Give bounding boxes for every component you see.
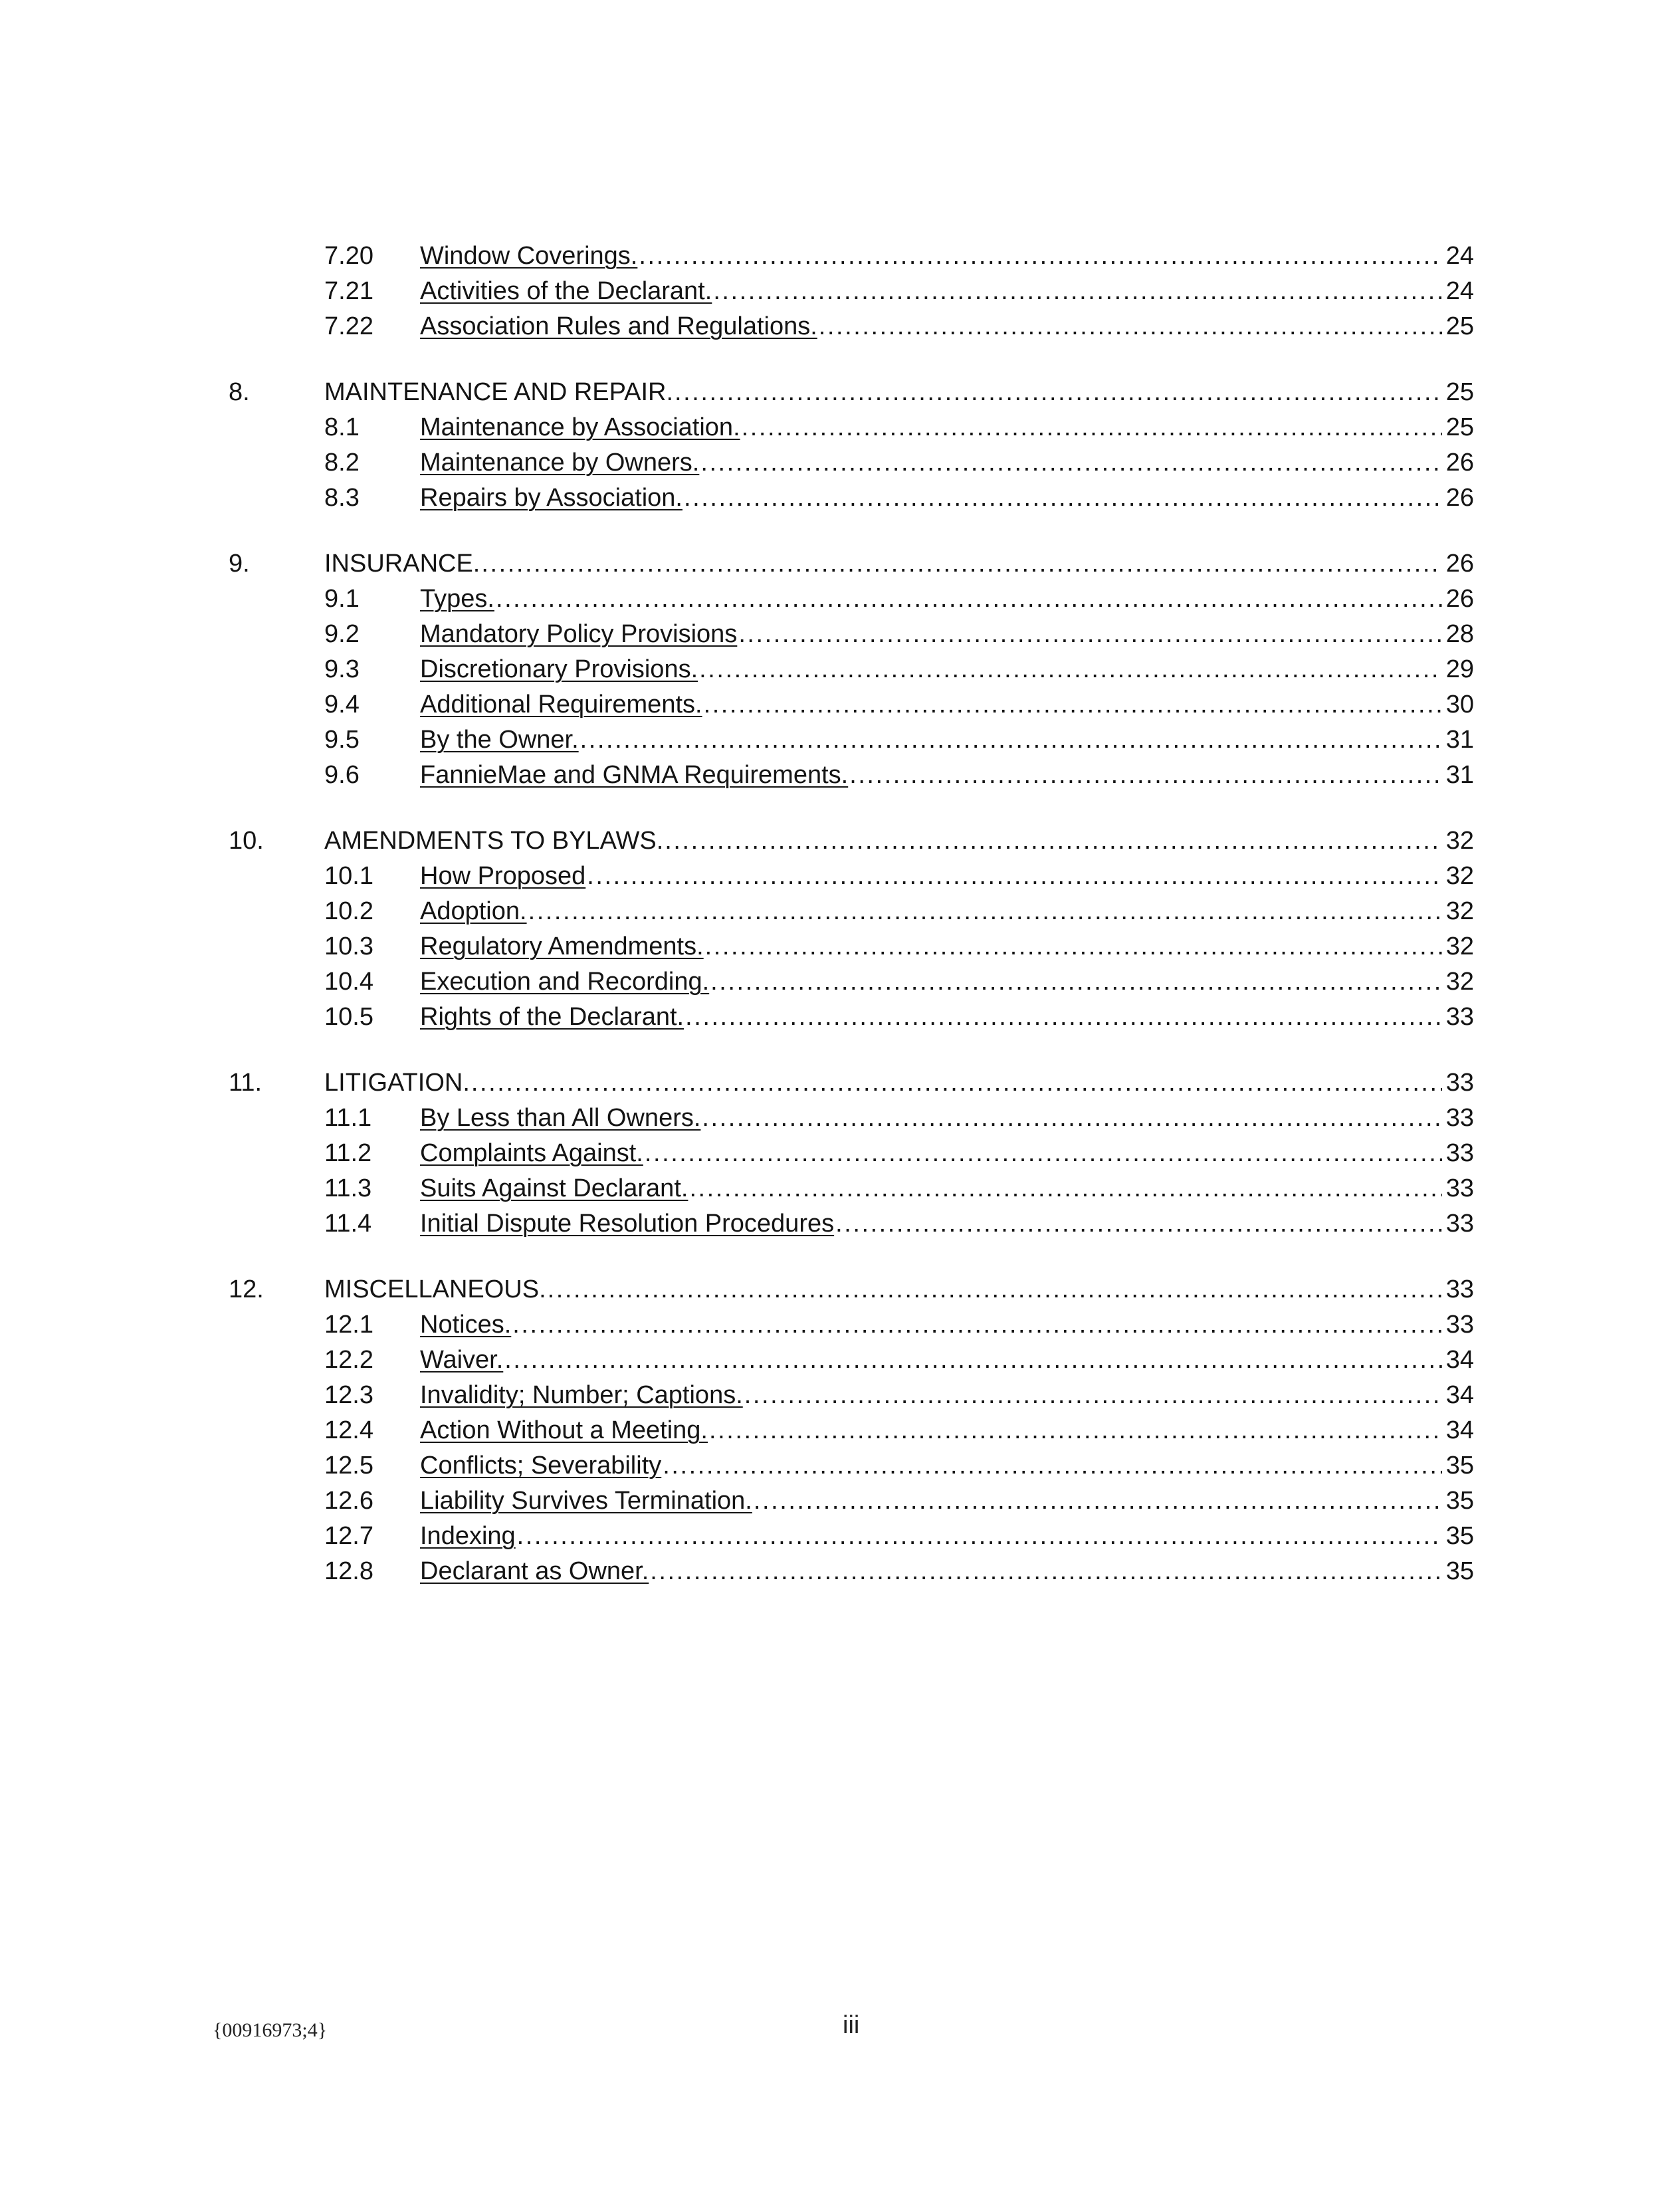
toc-entry-number: 12.7 [324, 1522, 373, 1550]
toc-heading-line [324, 546, 1474, 582]
toc-entry-link[interactable]: Rights of the Declarant. [420, 1003, 684, 1031]
toc-entry-number: 9.3 [324, 655, 360, 683]
toc-entry-line [420, 1135, 1474, 1171]
toc-heading-title: INSURANCE. [324, 550, 480, 578]
document-id: {00916973;4} [213, 2019, 328, 2041]
toc-entry[interactable] [0, 1518, 1680, 1554]
dot-leader [705, 929, 1442, 964]
toc-entry[interactable] [0, 964, 1680, 1000]
toc-entry-number: 10.1 [324, 862, 373, 890]
toc-entry-line [420, 308, 1474, 344]
toc-entry-number: 8.3 [324, 484, 360, 512]
toc-entry-page: 34 [1445, 1416, 1474, 1444]
toc-entry-number: 11.2 [324, 1139, 372, 1167]
toc-entry[interactable] [0, 858, 1680, 894]
toc-heading-page: 25 [1445, 378, 1474, 406]
toc-heading-number: 11. [229, 1069, 262, 1097]
toc-entry[interactable] [0, 893, 1680, 929]
toc-entry-line [420, 238, 1474, 274]
dot-leader [645, 1135, 1442, 1171]
toc-entry[interactable] [0, 1206, 1680, 1242]
toc-entry-number: 12.1 [324, 1311, 373, 1339]
toc-heading-page: 33 [1445, 1069, 1474, 1097]
toc-entry[interactable] [0, 445, 1680, 481]
toc-heading-number: 9. [229, 550, 250, 578]
toc-entry-link[interactable]: Liability Survives Termination. [420, 1487, 752, 1515]
toc-entry[interactable] [0, 1483, 1680, 1519]
toc-entry-number: 7.21 [324, 277, 373, 305]
dot-leader [504, 1342, 1441, 1378]
dot-leader [587, 858, 1441, 894]
toc-entry-page: 29 [1445, 655, 1474, 683]
dot-leader [481, 546, 1441, 582]
toc-entry-link[interactable]: Execution and Recording. [420, 968, 710, 996]
toc-entry-page: 24 [1445, 242, 1474, 270]
toc-entry-link[interactable]: Notices. [420, 1311, 512, 1339]
toc-entry-page: 33 [1445, 1311, 1474, 1339]
toc-entry-page: 31 [1445, 761, 1474, 789]
toc-entry-page: 33 [1445, 1174, 1474, 1202]
toc-entry-link[interactable]: Indexing [420, 1522, 516, 1550]
toc-entry-link[interactable]: Waiver. [420, 1346, 504, 1374]
dot-leader [709, 1412, 1442, 1448]
toc-entry-page: 28 [1445, 620, 1474, 648]
toc-entry-link[interactable]: Repairs by Association. [420, 484, 682, 512]
toc-entry-page: 26 [1445, 484, 1474, 512]
toc-entry-line [420, 1170, 1474, 1206]
toc-entry-line [420, 651, 1474, 687]
toc-entry-link[interactable]: Window Coverings. [420, 242, 638, 270]
toc-entry-link[interactable]: Regulatory Amendments. [420, 932, 704, 960]
toc-heading-line [324, 374, 1474, 410]
toc-entry-number: 10.4 [324, 968, 373, 996]
toc-entry-line [420, 929, 1474, 964]
toc-entry-line [420, 1307, 1474, 1343]
toc-entry-number: 12.5 [324, 1452, 373, 1480]
toc-entry-number: 12.2 [324, 1346, 373, 1374]
toc-entry-line [420, 616, 1474, 652]
toc-entry-page: 32 [1445, 862, 1474, 890]
dot-leader [710, 964, 1442, 1000]
toc-heading[interactable] [0, 374, 1680, 410]
toc-entry-link[interactable]: Additional Requirements. [420, 691, 702, 718]
dot-leader [675, 374, 1442, 410]
toc-entry-line [420, 1483, 1474, 1519]
dot-leader [496, 581, 1442, 617]
toc-entry-number: 10.3 [324, 932, 373, 960]
toc-entry-link[interactable]: Association Rules and Regulations. [420, 312, 817, 340]
toc-entry-line [420, 999, 1474, 1035]
toc-entry-link[interactable]: Maintenance by Owners. [420, 449, 700, 477]
toc-heading-number: 10. [229, 827, 264, 855]
dot-leader [704, 687, 1442, 722]
dot-leader [702, 1100, 1441, 1136]
toc-entry[interactable] [0, 1553, 1680, 1589]
dot-leader [713, 273, 1441, 309]
toc-entry-number: 8.2 [324, 449, 360, 477]
dot-leader [689, 1170, 1441, 1206]
toc-entry-link[interactable]: How Proposed [420, 862, 586, 890]
toc-entry-link[interactable]: Mandatory Policy Provisions [420, 620, 738, 648]
toc-entry-line [420, 893, 1474, 929]
toc-entry-link[interactable]: Types. [420, 585, 494, 613]
dot-leader [849, 757, 1442, 793]
toc-entry-number: 12.6 [324, 1487, 373, 1515]
toc-entry-number: 11.3 [324, 1174, 372, 1202]
dot-leader [665, 823, 1441, 859]
toc-entry-number: 10.2 [324, 897, 373, 925]
dot-leader [738, 616, 1441, 652]
toc-entry[interactable] [0, 651, 1680, 687]
toc-entry-link[interactable]: Conflicts; Severability [420, 1452, 662, 1480]
toc-heading-line [324, 823, 1474, 859]
toc-entry-line [420, 1412, 1474, 1448]
dot-leader [471, 1065, 1442, 1101]
toc-entry-number: 12.8 [324, 1557, 373, 1585]
toc-entry-link[interactable]: Maintenance by Association. [420, 413, 740, 441]
toc-entry-link[interactable]: By the Owner. [420, 726, 579, 754]
toc-entry-line [420, 1342, 1474, 1378]
toc-heading[interactable] [0, 823, 1680, 859]
toc-entry-page: 35 [1445, 1522, 1474, 1550]
toc-entry[interactable] [0, 238, 1680, 274]
dot-leader [685, 999, 1442, 1035]
toc-heading-page: 32 [1445, 827, 1474, 855]
toc-entry-line [420, 409, 1474, 445]
toc-heading-line [324, 1271, 1474, 1307]
toc-entry-number: 12.3 [324, 1381, 373, 1409]
toc-entry-line [420, 722, 1474, 758]
toc-entry-page: 35 [1445, 1557, 1474, 1585]
toc-entry-link[interactable]: Initial Dispute Resolution Procedures [420, 1210, 835, 1238]
toc-entry-number: 9.1 [324, 585, 360, 613]
toc-entry-page: 26 [1445, 585, 1474, 613]
toc-entry-link[interactable]: Action Without a Meeting. [420, 1416, 708, 1444]
toc-entry-page: 32 [1445, 897, 1474, 925]
dot-leader [528, 893, 1442, 929]
toc-entry[interactable] [0, 1170, 1680, 1206]
toc-entry-number: 7.20 [324, 242, 373, 270]
toc-entry-page: 31 [1445, 726, 1474, 754]
toc-heading[interactable] [0, 1065, 1680, 1101]
toc-entry-link[interactable]: By Less than All Owners. [420, 1104, 701, 1132]
dot-leader [754, 1483, 1442, 1519]
toc-entry-number: 11.4 [324, 1210, 372, 1238]
toc-entry-number: 9.2 [324, 620, 360, 648]
toc-entry-page: 30 [1445, 691, 1474, 718]
toc-entry[interactable] [0, 1412, 1680, 1448]
toc-entry-page: 35 [1445, 1487, 1474, 1515]
toc-entry-line [420, 1206, 1474, 1242]
toc-entry-line [420, 1518, 1474, 1554]
toc-entry-number: 9.6 [324, 761, 360, 789]
toc-entry-page: 25 [1445, 312, 1474, 340]
toc-entry-line [420, 1100, 1474, 1136]
toc-entry-number: 9.5 [324, 726, 360, 754]
toc-heading[interactable] [0, 546, 1680, 582]
toc-entry-line [420, 1377, 1474, 1413]
toc-entry[interactable] [0, 687, 1680, 722]
toc-entry-line [420, 964, 1474, 1000]
toc-heading-number: 8. [229, 378, 250, 406]
toc-heading-title: MISCELLANEOUS. [324, 1275, 546, 1303]
toc-entry-link[interactable]: FannieMae and GNMA Requirements. [420, 761, 849, 789]
toc-entry-page: 32 [1445, 968, 1474, 996]
toc-entry[interactable] [0, 757, 1680, 793]
toc-entry-line [420, 858, 1474, 894]
toc-entry[interactable] [0, 999, 1680, 1035]
toc-entry-line [420, 445, 1474, 481]
toc-heading-number: 12. [229, 1275, 264, 1303]
dot-leader [744, 1377, 1442, 1413]
toc-entry-line [420, 480, 1474, 516]
toc-entry-line [420, 1448, 1474, 1483]
dot-leader [650, 1553, 1441, 1589]
toc-entry[interactable] [0, 308, 1680, 344]
toc-entry-link[interactable]: Adoption. [420, 897, 527, 925]
dot-leader [684, 480, 1442, 516]
toc-entry-page: 33 [1445, 1003, 1474, 1031]
toc-entry-link[interactable]: Invalidity; Number; Captions. [420, 1381, 743, 1409]
toc-entry-page: 34 [1445, 1381, 1474, 1409]
dot-leader [835, 1206, 1442, 1242]
dot-leader [512, 1307, 1441, 1343]
toc-entry[interactable] [0, 1448, 1680, 1483]
toc-entry-number: 12.4 [324, 1416, 373, 1444]
toc-entry-number: 9.4 [324, 691, 360, 718]
toc-entry-page: 24 [1445, 277, 1474, 305]
dot-leader [819, 308, 1442, 344]
dot-leader [517, 1518, 1442, 1554]
toc-entry-page: 26 [1445, 449, 1474, 477]
toc-heading-line [324, 1065, 1474, 1101]
dot-leader [699, 651, 1442, 687]
dot-leader [700, 445, 1441, 481]
toc-entry-number: 11.1 [324, 1104, 372, 1132]
toc-entry[interactable] [0, 1135, 1680, 1171]
toc-entry[interactable] [0, 929, 1680, 964]
toc-entry[interactable] [0, 581, 1680, 617]
toc-entry-page: 34 [1445, 1346, 1474, 1374]
toc-entry-line [420, 757, 1474, 793]
toc-heading-title: AMENDMENTS TO BYLAWS. [324, 827, 664, 855]
page-number: iii [843, 2011, 860, 2039]
toc-entry-number: 8.1 [324, 413, 360, 441]
toc-entry[interactable] [0, 409, 1680, 445]
toc-entry-line [420, 273, 1474, 309]
toc-entry[interactable] [0, 616, 1680, 652]
toc-entry-link[interactable]: Suits Against Declarant. [420, 1174, 688, 1202]
dot-leader [548, 1271, 1442, 1307]
toc-entry-page: 33 [1445, 1210, 1474, 1238]
toc-entry-link[interactable]: Declarant as Owner. [420, 1557, 649, 1585]
toc-heading-page: 26 [1445, 550, 1474, 578]
toc-entry-line [420, 687, 1474, 722]
toc-entry[interactable] [0, 1100, 1680, 1136]
toc-entry-page: 32 [1445, 932, 1474, 960]
toc-heading-title: LITIGATION. [324, 1069, 470, 1097]
dot-leader [663, 1448, 1441, 1483]
toc-entry-number: 10.5 [324, 1003, 373, 1031]
toc-entry-link[interactable]: Complaints Against. [420, 1139, 643, 1167]
toc-entry[interactable] [0, 273, 1680, 309]
dot-leader [639, 238, 1441, 274]
toc-entry-number: 7.22 [324, 312, 373, 340]
toc-heading[interactable] [0, 1271, 1680, 1307]
toc-entry-page: 25 [1445, 413, 1474, 441]
toc-entry[interactable] [0, 1377, 1680, 1413]
toc-entry[interactable] [0, 1342, 1680, 1378]
toc-entry[interactable] [0, 480, 1680, 516]
dot-leader [580, 722, 1442, 758]
toc-entry-link[interactable]: Discretionary Provisions. [420, 655, 698, 683]
toc-entry-line [420, 1553, 1474, 1589]
toc-entry[interactable] [0, 722, 1680, 758]
dot-leader [742, 409, 1442, 445]
toc-entry-page: 35 [1445, 1452, 1474, 1480]
toc-entry-page: 33 [1445, 1104, 1474, 1132]
toc-heading-title: MAINTENANCE AND REPAIR. [324, 378, 674, 406]
toc-entry-line [420, 581, 1474, 617]
toc-entry-page: 33 [1445, 1139, 1474, 1167]
toc-heading-page: 33 [1445, 1275, 1474, 1303]
toc-entry[interactable] [0, 1307, 1680, 1343]
toc-entry-link[interactable]: Activities of the Declarant. [420, 277, 712, 305]
